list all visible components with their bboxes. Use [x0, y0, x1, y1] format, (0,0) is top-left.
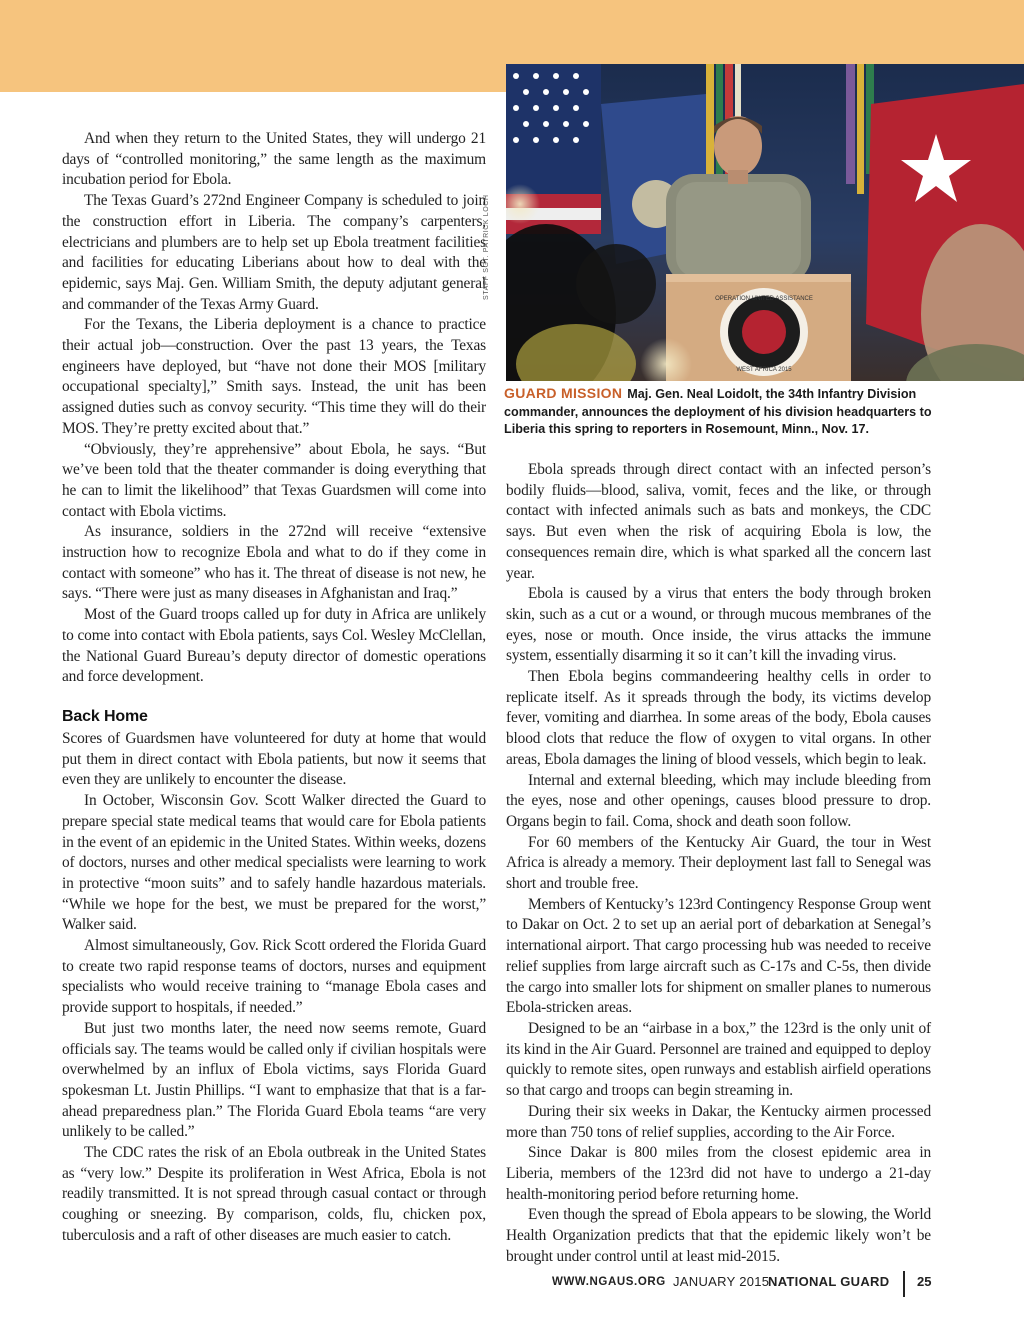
press-conference-photo: [506, 64, 1024, 381]
page-number: 25: [917, 1274, 932, 1289]
left-paragraph-10: But just two months later, the need now seems remote, Guard officials say. The teams would be called only if civilian hospitals were overwhelmed by an influx of Ebola victims, says Florida Guard spokesman Lt. Justin Phillips. “I want to emphasize that that is a far-ahead preparedness plan.” The Florida Guard Ebola teams “are very unlikely to be called.”: [62, 1019, 486, 1141]
right-paragraph-4: Internal and external bleeding, which may include bleeding from the eyes, nose and other openings, causes blood pressure to drop. Organs begin to fail. Coma, shock and death soon follow.: [506, 771, 931, 830]
left-paragraph-6: Most of the Guard troops called up for duty in Africa are unlikely to come into contact with Ebola patients, says Col. Wesley McClellan, the National Guard Bureau’s deputy director of domestic operations and force development.: [62, 606, 486, 686]
left-article-column: [62, 129, 486, 1247]
right-paragraph-8: During their six weeks in Dakar, the Kentucky airmen processed more than 750 tons of relief supplies, according to the Air Force.: [506, 1102, 931, 1141]
left-paragraph-9: Almost simultaneously, Gov. Rick Scott ordered the Florida Guard to create two rapid response teams of doctors, nurses and equipment specialists who would receive training to “manage Ebola cases and provide support to hospitals, if needed.”: [62, 937, 486, 1017]
podium: [666, 274, 851, 381]
right-paragraph-5: For 60 members of the Kentucky Air Guard, the tour in West Africa is already a memory. Their deployment last fall to Senegal was short and trouble free.: [506, 833, 931, 893]
right-article-column: [506, 460, 931, 1267]
section-subhead: Back Home: [62, 707, 148, 725]
footer-date: JANUARY 2015: [673, 1274, 770, 1289]
left-paragraph-7: Scores of Guardsmen have volunteered for duty at home that would put them in direct contact with Ebola patients, but now it seems that even they are unlikely to encounter the disease.: [62, 729, 486, 789]
photo-credit: STAFF SGT. PATRICK LOCH: [483, 194, 490, 300]
podium-seal-bottom: WEST AFRICA 2015: [736, 367, 792, 373]
footer-magazine-title: NATIONAL GUARD: [768, 1274, 890, 1289]
caption-text: Maj. Gen. Neal Loidolt, the 34th Infantry Division commander, announces the deployment of his division headquarters to Liberia this spring to reporters in Rosemount, Minn., Nov. 17.: [504, 387, 932, 436]
footer-divider: [903, 1271, 905, 1297]
left-paragraph-11: The CDC rates the risk of an Ebola outbreak in the United States as “very low.” Despite its proliferation in West Africa, Ebola is not readily transmitted. It is not spread through casual contact or through coughing or sneezing. By comparison, colds, flu, chicken pox, tuberculosis and a raft of other diseases are much easier to catch.: [62, 1144, 486, 1244]
page-footer: [540, 1271, 1000, 1297]
right-paragraph-3: Then Ebola begins commandeering healthy cells in order to replicate itself. As it spreads through the body, its victims develop fever, vomiting and diarrhea. In some areas of the body, Ebola causes blood clots that reduce the flow of oxygen to vital organs. In other areas, Ebola damages the lining of blood vessels, which begin to leak.: [506, 668, 931, 768]
left-paragraph-3: For the Texans, the Liberia deployment is a chance to practice their actual job—construction. Over the past 13 years, the Texas engineers have deployed, but “have not done their MOS [military occupational specialty],” Smith says. Instead, the unit has been assigned duties such as convoy security. “This time they will do their MOS. They’re pretty excited about that.”: [62, 316, 486, 437]
left-paragraph-1: And when they return to the United States, they will undergo 21 days of “controlled monitoring,” the same length as the maximum incubation period for Ebola.: [62, 130, 486, 189]
caption-head: GUARD MISSION: [504, 385, 623, 401]
right-paragraph-10: Even though the spread of Ebola appears to be slowing, the World Health Organization predicts that that the epidemic likely won’t be brought under control until at least mid-2015.: [506, 1206, 931, 1265]
photo-caption: [504, 385, 934, 439]
right-paragraph-9: Since Dakar is 800 miles from the closest epidemic area in Liberia, members of the 123rd did not have to undergo a 21-day health-monitoring period before returning home.: [506, 1144, 931, 1203]
left-paragraph-2: The Texas Guard’s 272nd Engineer Company is scheduled to join the construction effort in Liberia. The company’s carpenters, electricians and plumbers are to help set up Ebola treatment facilities and facilities for educating Liberians about how to deal with the epidemic, says Maj. Gen. William Smith, the deputy adjutant general and commander of the Texas Army Guard.: [62, 192, 486, 313]
left-paragraph-8: In October, Wisconsin Gov. Scott Walker directed the Guard to prepare special state medical teams that would care for Ebola patients in the event of an epidemic in the United States. Within weeks, dozens of doctors, nurses and other medical specialists were learning to work in protective “moon suits” and to safely handle hazardous materials. “While we hope for the best, we must be prepared for the worst,” Walker said.: [62, 792, 486, 934]
flag-canton: [506, 64, 601, 194]
right-paragraph-1: Ebola spreads through direct contact with an infected person’s bodily fluids—blood, saliva, vomit, feces and the like, or through contact with infected animals such as bats and monkeys, the CDC says. But even when the risk of acquiring Ebola is low, the consequences remain dire, which is what sparked all the concern last year.: [506, 461, 931, 582]
right-paragraph-7: Designed to be an “airbase in a box,” the 123rd is the only unit of its kind in the Air Guard. Personnel are trained and equipped to deploy quickly to remote sites, open runways and establish airfield operations so that cargo and troops can begin streaming in.: [506, 1019, 931, 1100]
right-paragraph-2: Ebola is caused by a virus that enters the body through broken skin, such as a cut or a wound, or through mucous membranes of the eyes, nose or mouth. Once inside, the virus attacks the immune system, essentially disarming it so it can’t kill the invading virus.: [506, 585, 931, 665]
podium-seal-text: OPERATION UNITED ASSISTANCE: [715, 296, 813, 302]
footer-website[interactable]: WWW.NGAUS.ORG: [552, 1276, 666, 1288]
left-paragraph-4: “Obviously, they’re apprehensive” about Ebola, he says. “But we’ve been told that the theater commander is doing everything that he can to limit the likelihood” that Texas Guardsmen will come into contact with Ebola victims.: [62, 440, 486, 520]
photo-illustration: [506, 64, 1024, 381]
right-paragraph-6: Members of Kentucky’s 123rd Contingency Response Group went to Dakar on Oct. 2 to set up an aerial port of debarkation at Senegal’s international airport. That cargo processing hub was needed to receive relief supplies from large aircraft such as C-17s and C-5s, then divide the cargo into smaller lots for shipment on smaller planes to numerous Ebola-stricken areas.: [506, 895, 931, 1017]
left-paragraph-5: As insurance, soldiers in the 272nd will receive “extensive instruction how to recognize Ebola and what to do if they come in contact with someone” who has it. The threat of disease is not new, he says. “There were just as many diseases in Afghanistan and Iraq.”: [62, 523, 486, 603]
